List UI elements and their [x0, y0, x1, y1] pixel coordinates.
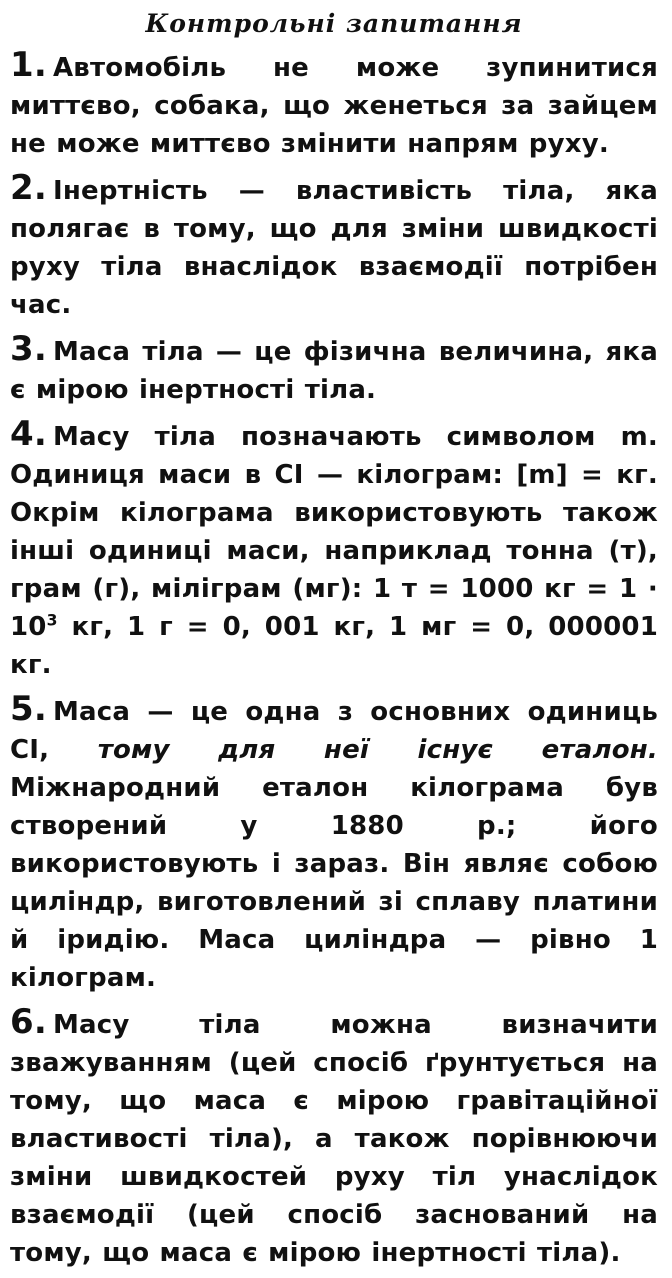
- answer-3: [10, 330, 658, 409]
- answer-1: [10, 46, 658, 163]
- answer-number: 6 .: [10, 1002, 47, 1042]
- answer-6: [10, 1003, 658, 1272]
- answer-italic-text: тому для неї існує еталон.: [97, 735, 658, 765]
- answer-number: 4 .: [10, 414, 47, 454]
- page: [10, 6, 658, 1278]
- answer-text-part-b: кг, 1 г = 0, 001 кг, 1 мг = 0, 000001 кг.: [10, 612, 658, 680]
- exponent: 3: [46, 611, 58, 630]
- answer-number: 1 .: [10, 45, 47, 85]
- answer-number: 3 .: [10, 329, 47, 369]
- answer-text: Маса тіла — це фізична величина, яка є мірою інертності тіла.: [10, 337, 658, 405]
- answer-text: Інертність — властивість тіла, яка полягає в тому, що для зміни швидкості руху тіла внаслідок взаємодії потрібен час.: [10, 176, 658, 320]
- section-heading: Контрольні запитання: [145, 9, 523, 38]
- answer-text: Автомобіль не може зупинитися миттєво, собака, що женеться за зайцем не може миттєво змінити напрям руху.: [10, 53, 658, 159]
- answer-2: [10, 169, 658, 324]
- answer-text-part-a: Масу тіла позначають символом m. Одиниця маси в СІ — кілограм: [m] = кг. Окрім кілограма використовують також інші одиниці маси, наприклад тонна (т), грам (г), міліграм (мг): 1 т = 1000 кг = 1 · 10: [10, 422, 658, 642]
- answer-text: Масу тіла можна визначити зважуванням (цей спосіб ґрунтується на тому, що маса є мірою гравітаційної властивості тіла), а також порівнюючи зміни швидкостей руху тіл унаслідок взаємодії (цей спосіб заснований на тому, що маса є мірою інертності тіла).: [10, 1010, 658, 1268]
- answer-4: [10, 415, 658, 684]
- answer-number: 5 .: [10, 689, 47, 729]
- answer-text-part-a: Маса — це одна з основних одиниць СІ,: [10, 697, 658, 765]
- answer-5: [10, 690, 658, 997]
- answer-text-part-b: Міжнародний еталон кілограма був створений у 1880 р.; його використовують і зараз. Він являє собою циліндр, виготовлений зі сплаву платини й іридію. Маса циліндра — рівно 1 кілограм.: [10, 773, 658, 993]
- answer-number: 2 .: [10, 168, 47, 208]
